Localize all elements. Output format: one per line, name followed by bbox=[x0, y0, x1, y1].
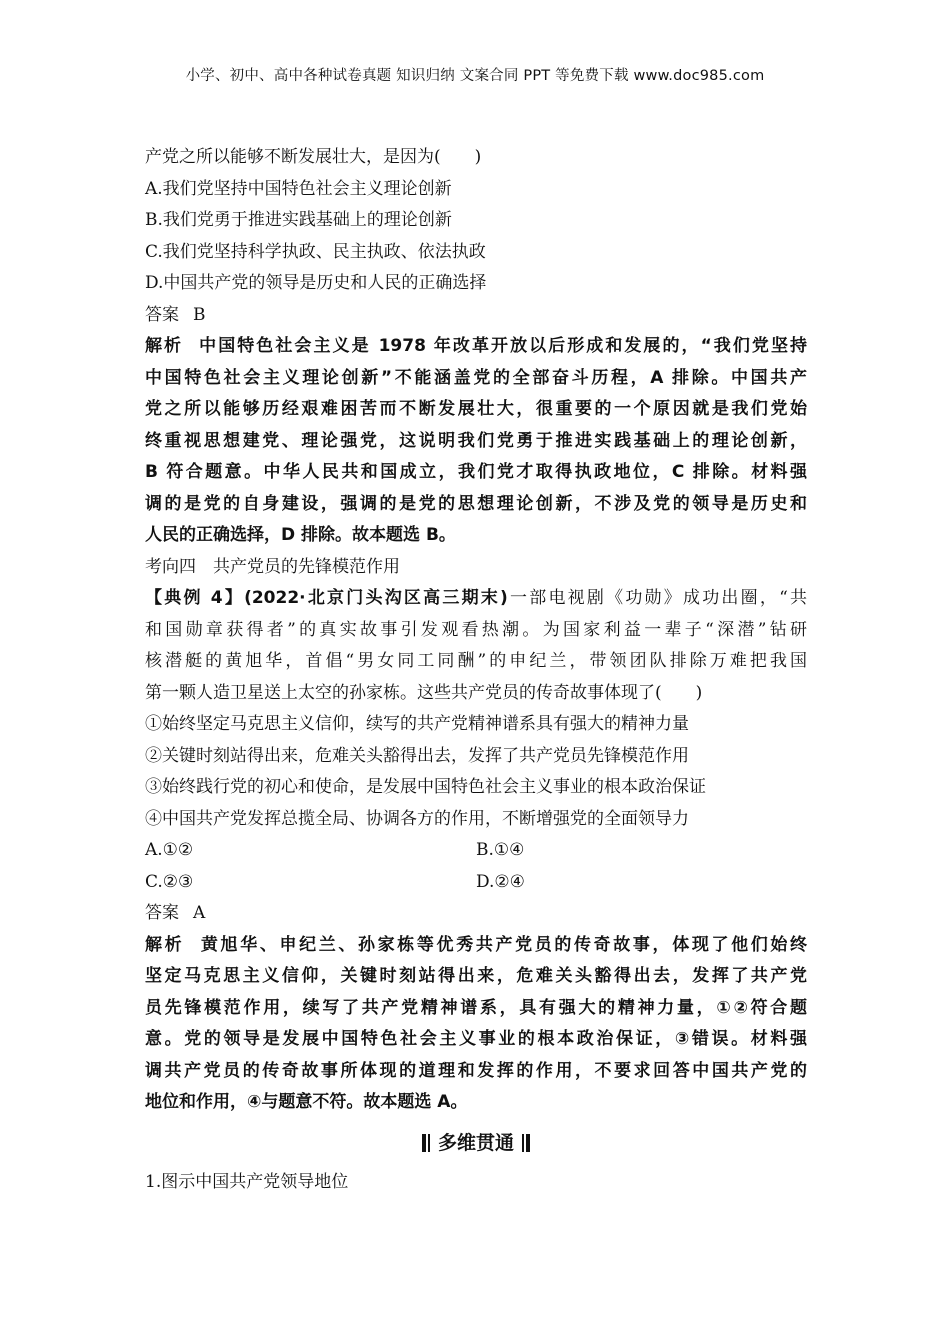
analysis-line-3: 党之所以能够历经艰难困苦而不断发展壮大，很重要的一个原因就是我们党始 bbox=[145, 399, 807, 419]
analysis-line-4: 终重视思想建党、理论强党，这说明我们党勇于推进实践基础上的理论创新， bbox=[145, 430, 807, 451]
answer-value: B bbox=[193, 304, 206, 325]
page-header: 小学、初中、高中各种试卷真题 知识归纳 文案合同 PPT 等免费下载 www.doc985.com bbox=[185, 68, 765, 84]
answer-value: A bbox=[193, 903, 206, 923]
banner-left-bar-icon bbox=[422, 1134, 426, 1152]
answer-label: 答案 bbox=[145, 903, 179, 923]
section-banner-text: 多维贯通 bbox=[437, 1131, 514, 1154]
option-a: A.我们党坚持中国特色社会主义理论创新 bbox=[145, 178, 452, 199]
analysis-line-6: 地位和作用，④与题意不符。故本题选 A。 bbox=[145, 1092, 468, 1112]
example-tag: 【典例 4】 bbox=[145, 588, 245, 608]
analysis-line-3: 员先锋模范作用，续写了共产党精神谱系，具有强大的精神力量，①②符合题 bbox=[145, 997, 807, 1018]
analysis-label: 解析 bbox=[145, 336, 184, 356]
question-stem-tail: 产党之所以能够不断发展壮大，是因为( ) bbox=[145, 147, 482, 167]
option-d: D.②④ bbox=[476, 871, 525, 892]
analysis-line-6: 调的是党的自身建设，强调的是党的思想理论创新，不涉及党的领导是历史和 bbox=[145, 493, 807, 514]
banner-right-bar-icon bbox=[526, 1134, 530, 1152]
analysis-line-5: 调共产党员的传奇故事所体现的道理和发挥的作用，不要求回答中国共产党的 bbox=[145, 1060, 807, 1081]
section-banner bbox=[145, 1123, 807, 1163]
banner-left-thin-bar-icon bbox=[428, 1134, 430, 1152]
document-body bbox=[145, 142, 807, 1198]
subheading: 1.图示中国共产党领导地位 bbox=[145, 1171, 349, 1192]
analysis-text: 中国特色社会主义是 1978 年改革开放以后形成和发展的，“我们党坚持 bbox=[197, 336, 808, 356]
example-stem-text: 一部电视剧《功勋》成功出圈，“共 bbox=[507, 588, 807, 608]
statement-1: ①始终坚定马克思主义信仰，续写的共产党精神谱系具有强大的精神力量 bbox=[145, 714, 689, 734]
example-stem-line-1 bbox=[145, 583, 807, 615]
analysis-label: 解析 bbox=[145, 934, 185, 955]
example-stem-line-4: 第一颗人造卫星送上太空的孙家栋。这些共产党员的传奇故事体现了( ) bbox=[145, 682, 703, 703]
answer-line bbox=[145, 300, 807, 332]
options-row-2 bbox=[145, 867, 807, 899]
option-a: A.①② bbox=[145, 840, 194, 860]
example-stem-line-3: 核潜艇的黄旭华，首倡“男女同工同酬”的申纪兰，带领团队排除万难把我国 bbox=[145, 651, 807, 671]
example-stem-line-2: 和国勋章获得者”的真实故事引发观看热潮。为国家利益一辈子“深潜”钻研 bbox=[145, 619, 807, 640]
analysis-line-1 bbox=[145, 331, 807, 363]
analysis-text: 黄旭华、申纪兰、孙家栋等优秀共产党员的传奇故事，体现了他们始终 bbox=[198, 934, 808, 955]
option-b: B.我们党勇于推进实践基础上的理论创新 bbox=[145, 210, 452, 230]
analysis-line-5: B 符合题意。中华人民共和国成立，我们党才取得执政地位，C 排除。材料强 bbox=[145, 462, 807, 482]
option-c: C.我们党坚持科学执政、民主执政、依法执政 bbox=[145, 241, 486, 262]
banner-right-thin-bar-icon bbox=[522, 1134, 524, 1152]
option-c: C.②③ bbox=[145, 871, 194, 892]
statement-3: ③始终践行党的初心和使命，是发展中国特色社会主义事业的根本政治保证 bbox=[145, 777, 706, 797]
statement-2: ②关键时刻站得出来，危难关头豁得出去，发挥了共产党员先锋模范作用 bbox=[145, 745, 689, 766]
options-row-1 bbox=[145, 835, 807, 867]
answer-line bbox=[145, 898, 807, 930]
statement-4: ④中国共产党发挥总揽全局、协调各方的作用，不断增强党的全面领导力 bbox=[145, 808, 689, 829]
analysis-line-1 bbox=[145, 930, 807, 962]
analysis-line-2: 坚定马克思主义信仰，关键时刻站得出来，危难关头豁得出去，发挥了共产党 bbox=[145, 966, 807, 986]
analysis-line-4: 意。党的领导是发展中国特色社会主义事业的根本政治保证，③错误。材料强 bbox=[145, 1029, 807, 1049]
answer-label: 答案 bbox=[145, 304, 179, 325]
example-source: (2022·北京门头沟区高三期末) bbox=[244, 588, 508, 608]
analysis-line-7: 人民的正确选择，D 排除。故本题选 B。 bbox=[145, 525, 456, 545]
section-heading: 考向四 共产党员的先锋模范作用 bbox=[145, 556, 400, 577]
analysis-line-2: 中国特色社会主义理论创新”不能涵盖党的全部奋斗历程，A 排除。中国共产 bbox=[145, 367, 807, 388]
option-d: D.中国共产党的领导是历史和人民的正确选择 bbox=[145, 273, 487, 293]
option-b: B.①④ bbox=[476, 840, 525, 860]
